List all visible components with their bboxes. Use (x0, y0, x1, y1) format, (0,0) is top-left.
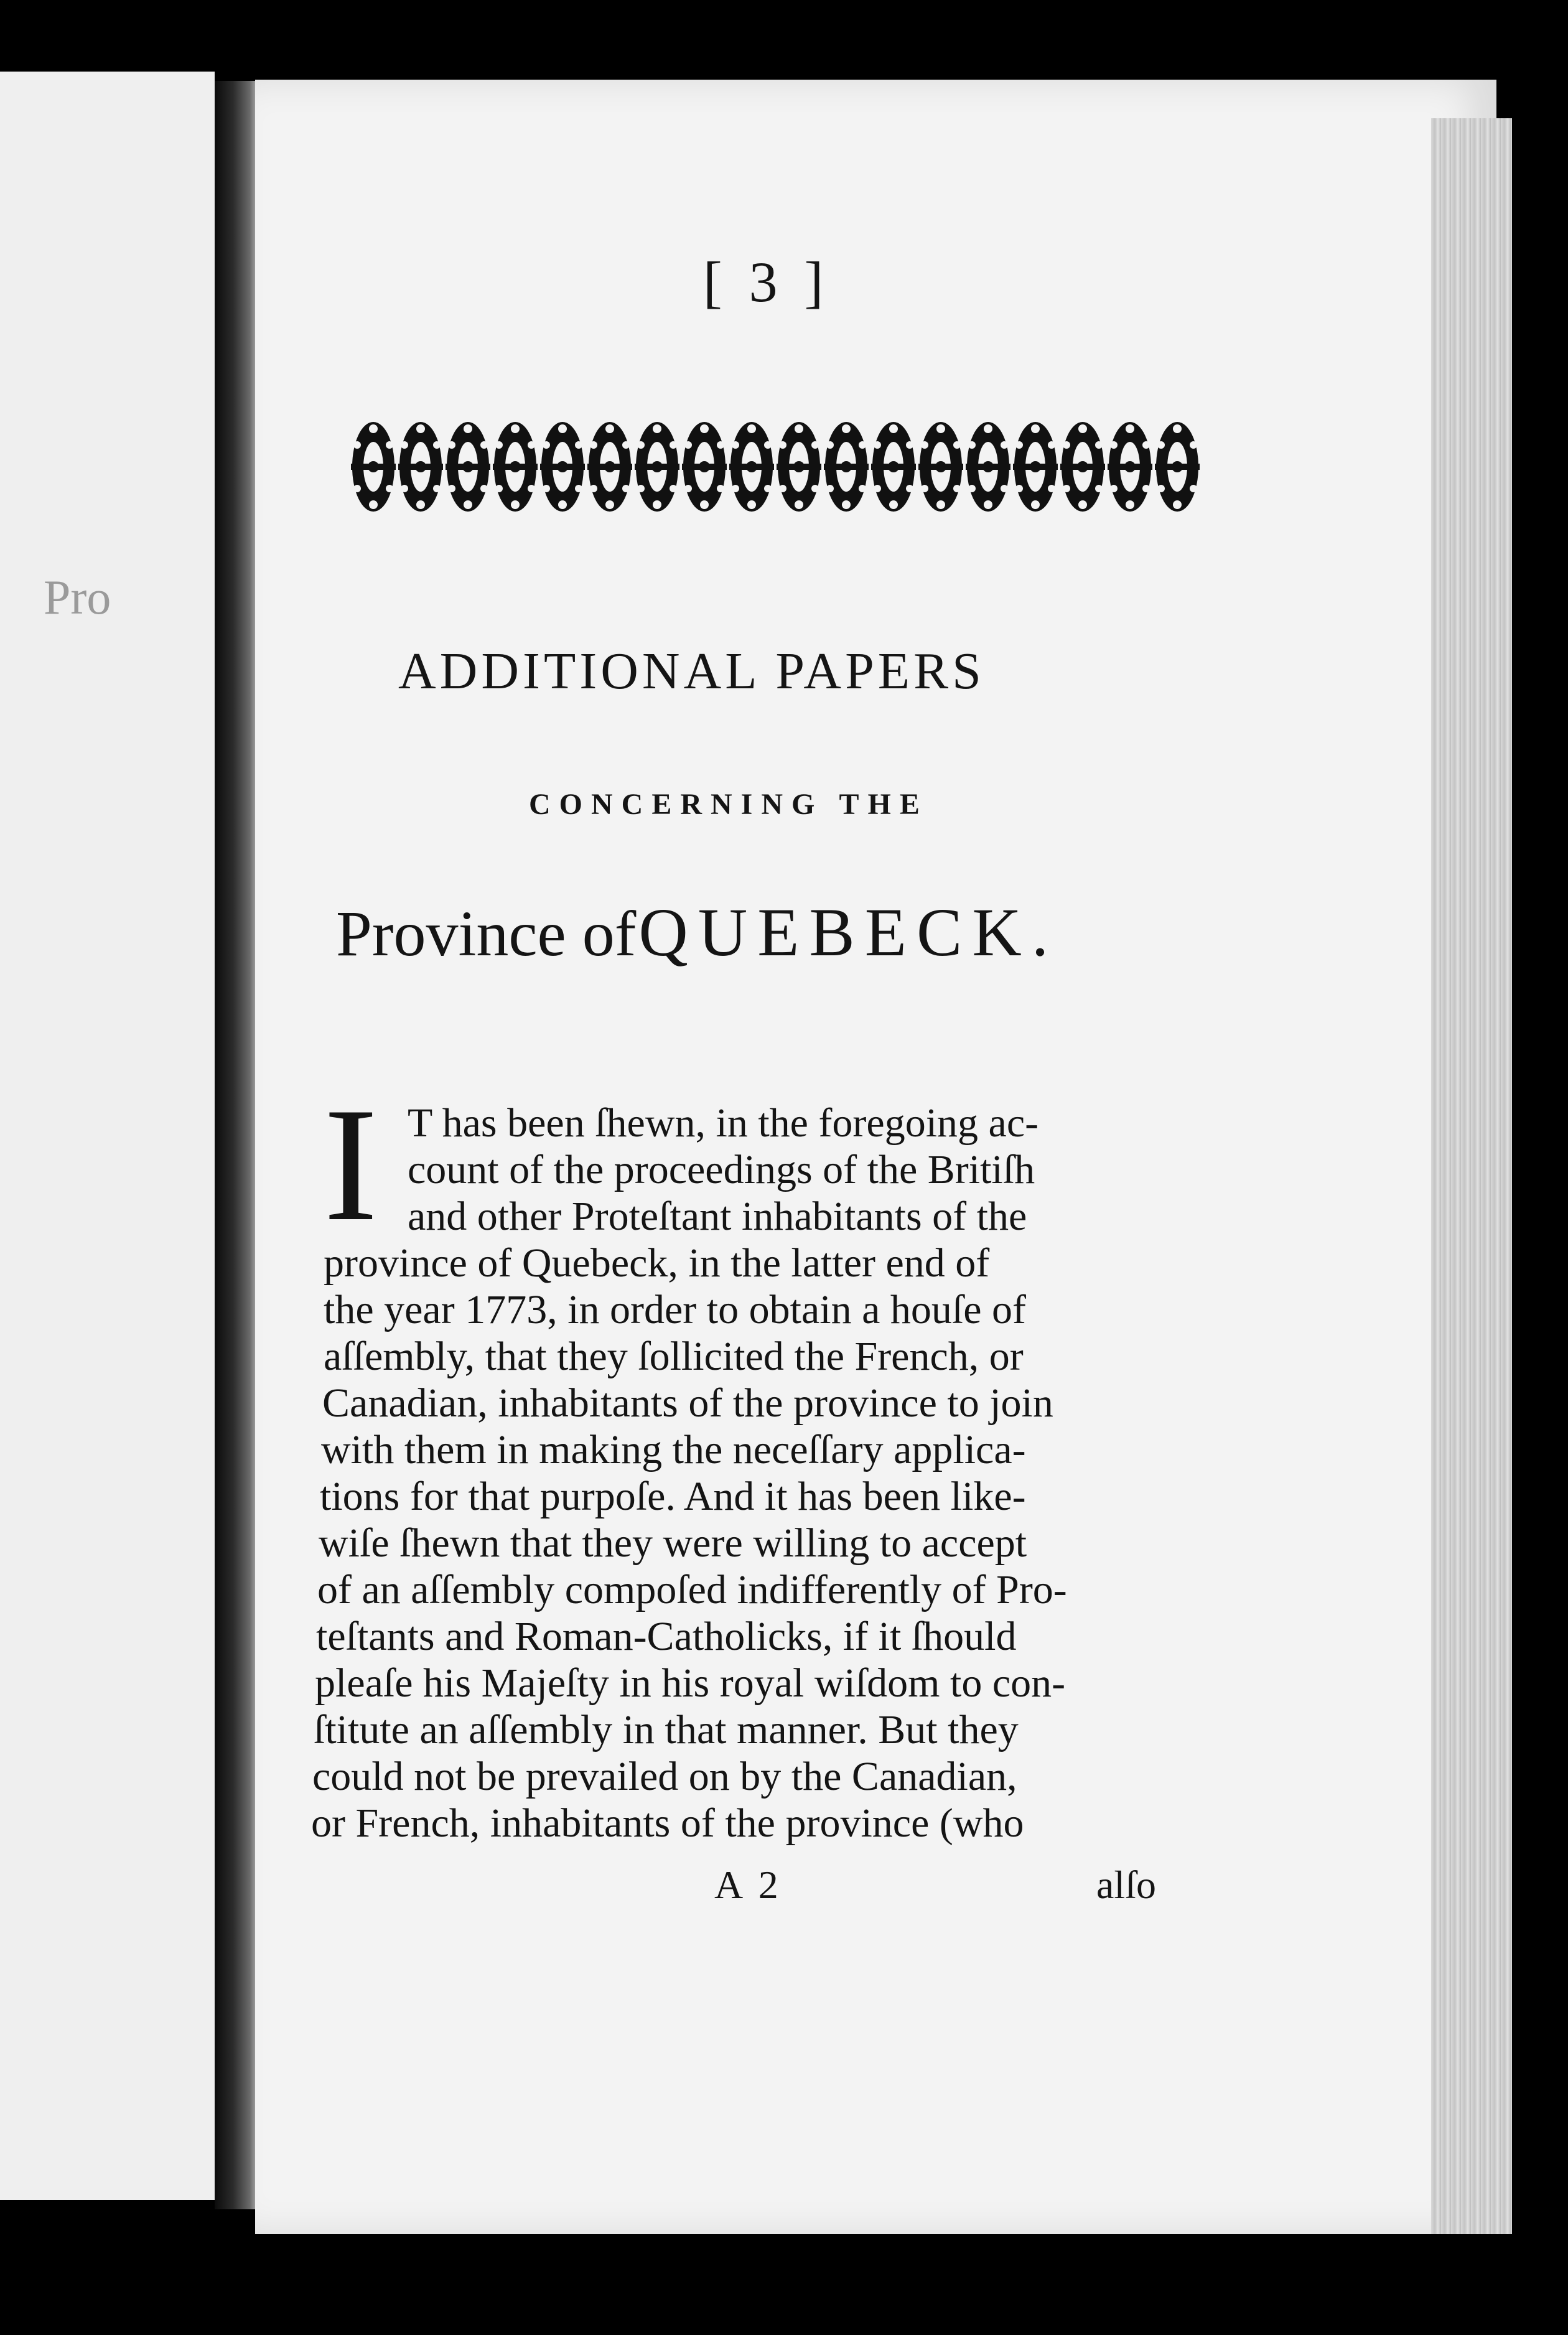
body-line: aſſembly, that they ſollicited the French, or (324, 1334, 1024, 1379)
title-province-of-quebeck (336, 893, 1058, 972)
title-additional-papers: ADDITIONAL PAPERS (398, 642, 985, 700)
body-line: T has been ſhewn, in the foregoing ac- (408, 1100, 1039, 1146)
body-line: the year 1773, in order to obtain a houſe of (324, 1287, 1026, 1332)
title-concerning-the: CONCERNING THE (529, 788, 928, 821)
book-gutter (215, 81, 261, 2209)
body-line: ſtitute an aſſembly in that manner. But they (314, 1707, 1019, 1752)
drop-cap: I (324, 1074, 378, 1255)
catchword: alſo (1096, 1863, 1156, 1907)
body-line: tions for that purpoſe. And it has been like- (320, 1474, 1026, 1519)
left-page (0, 72, 215, 2200)
signature-mark: A 2 (714, 1863, 782, 1907)
body-line: province of Quebeck, in the latter end of (324, 1240, 990, 1286)
body-line: could not be prevailed on by the Canadian, (312, 1754, 1017, 1799)
title-province-of: Province of (336, 898, 637, 970)
body-line: Canadian, inhabitants of the province to join (322, 1380, 1053, 1426)
body-line: and other Proteſtant inhabitants of the (408, 1194, 1027, 1239)
left-page-fragment: Pro (44, 570, 111, 624)
body-line: teſtants and Roman-Catholicks, if it ſhould (316, 1614, 1017, 1659)
page-number: [ 3 ] (703, 250, 830, 314)
body-line: wiſe ſhewn that they were willing to accept (319, 1520, 1027, 1566)
body-line: with them in making the neceſſary applica- (321, 1427, 1026, 1472)
ornament-band-icon (348, 414, 1206, 520)
body-line: of an aſſembly compoſed indifferently of Pro- (317, 1567, 1067, 1612)
body-line: or French, inhabitants of the province (who (311, 1800, 1024, 1846)
body-line: count of the proceedings of the Britiſh (408, 1147, 1035, 1192)
title-quebeck: QUEBECK. (638, 894, 1059, 970)
page-edge (1431, 118, 1512, 2234)
body-line: pleaſe his Majeſty in his royal wiſdom to con- (315, 1660, 1066, 1706)
